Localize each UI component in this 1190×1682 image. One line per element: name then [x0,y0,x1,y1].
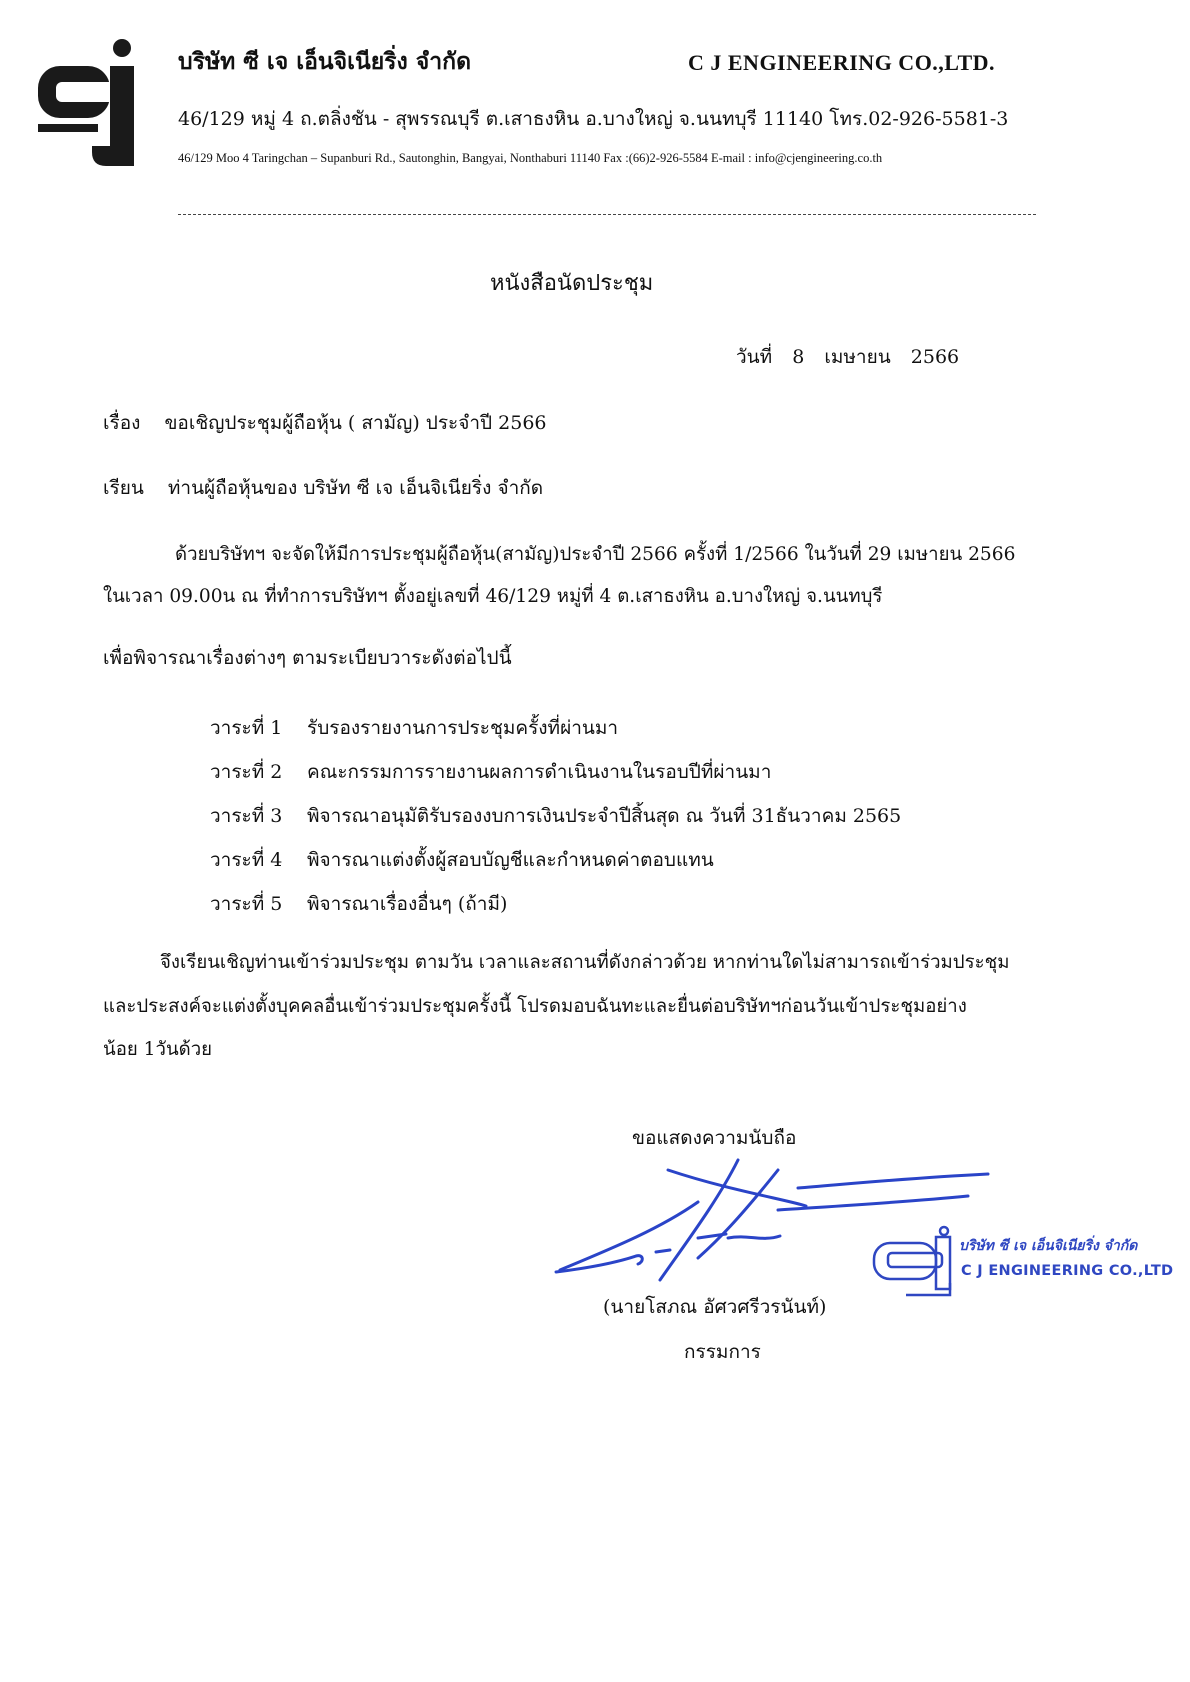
agenda-number: วาระที่ 2 [210,761,283,783]
closing-paragraph-line-2: และประสงค์จะแต่งตั้งบุคคลอื่นเข้าร่วมประชุมครั้งนี้ โปรดมอบฉันทะและยื่นต่อบริษัทฯก่อนวันเข้าประชุมอย่าง [103,996,967,1017]
subject-label: เรื่อง [103,412,141,434]
document-date [736,342,973,372]
closing-paragraph-line-1: จึงเรียนเชิญท่านเข้าร่วมประชุม ตามวัน เวลาและสถานที่ดังกล่าวด้วย หากท่านใดไม่สามารถเข้าร่วมประชุม [160,952,1010,973]
company-logo-icon [22,38,152,166]
recipient-line [103,473,543,503]
agenda-number: วาระที่ 3 [210,805,283,827]
agenda-item [210,838,901,882]
subject-line [103,408,547,438]
signer-position: กรรมการ [684,1341,761,1363]
date-month: เมษายน [824,346,891,368]
recipient-text: ท่านผู้ถือหุ้นของ บริษัท ซี เจ เอ็นจิเนียริ่ง จำกัด [167,477,544,499]
agenda-number: วาระที่ 1 [210,717,283,739]
company-name-thai: บริษัท ซี เจ เอ็นจิเนียริ่ง จำกัด [178,48,472,75]
agenda-text: พิจารณาแต่งตั้งผู้สอบบัญชีและกำหนดค่าตอบแทน [307,849,714,871]
date-year: 2566 [910,346,960,368]
agenda-number: วาระที่ 5 [210,893,283,915]
agenda-text: พิจารณาอนุมัติรับรองงบการเงินประจำปีสิ้นสุด ณ วันที่ 31ธันวาคม 2565 [307,805,902,827]
company-address-english: 46/129 Moo 4 Taringchan – Supanburi Rd., Sautonghin, Bangyai, Nonthaburi 11140 Fax :(66)2-926-5584 E-mail : info@cjengineering.co.th [178,151,883,165]
agenda-item [210,882,901,926]
agenda-text: พิจารณาเรื่องอื่นๆ (ถ้ามี) [307,893,508,915]
closing-paragraph-line-3: น้อย 1วันด้วย [103,1039,213,1060]
recipient-label: เรียน [103,477,144,499]
signer-name: (นายโสภณ อัศวศรีวรนันท์) [603,1296,827,1318]
agenda-item [210,706,901,750]
body-paragraph-line-2: ในเวลา 09.00น ณ ที่ทำการบริษัทฯ ตั้งอยู่เลขที่ 46/129 หมู่ที่ 4 ต.เสาธงหิน อ.บางใหญ่ จ.นนทบุรี [103,586,883,607]
stamp-logo-icon [866,1225,958,1305]
agenda-list [210,706,901,926]
stamp-company-thai: บริษัท ซี เจ เอ็นจิเนียริ่ง จำกัด [959,1238,1138,1254]
agenda-number: วาระที่ 4 [210,849,283,871]
agenda-item [210,750,901,794]
agenda-text: คณะกรรมการรายงานผลการดำเนินงานในรอบปีที่ผ่านมา [307,761,772,783]
subject-text: ขอเชิญประชุมผู้ถือหุ้น ( สามัญ) ประจำปี 2566 [164,412,547,434]
letterhead-divider [178,214,1036,215]
body-paragraph-line-1: ด้วยบริษัทฯ จะจัดให้มีการประชุมผู้ถือหุ้น(สามัญ)ประจำปี 2566 ครั้งที่ 1/2566 ในวันที่ 29 เมษายน 2566 [175,544,1016,565]
regards-text: ขอแสดงความนับถือ [632,1127,797,1149]
date-day-label: วันที่ [736,346,773,368]
date-day: 8 [792,346,805,368]
agenda-text: รับรองรายงานการประชุมครั้งที่ผ่านมา [307,717,619,739]
agenda-item [210,794,901,838]
agenda-intro: เพื่อพิจารณาเรื่องต่างๆ ตามระเบียบวาระดังต่อไปนี้ [103,647,512,669]
stamp-company-english: C J ENGINEERING CO.,LTD [961,1263,1174,1279]
document-title: หนังสือนัดประชุม [490,271,654,296]
company-name-english: C J ENGINEERING CO.,LTD. [688,50,996,75]
company-address-thai: 46/129 หมู่ 4 ถ.ตลิ่งชัน - สุพรรณบุรี ต.เสาธงหิน อ.บางใหญ่ จ.นนทบุรี 11140 โทร.02-926-5581-3 [178,108,1009,130]
company-stamp [866,1225,1176,1305]
